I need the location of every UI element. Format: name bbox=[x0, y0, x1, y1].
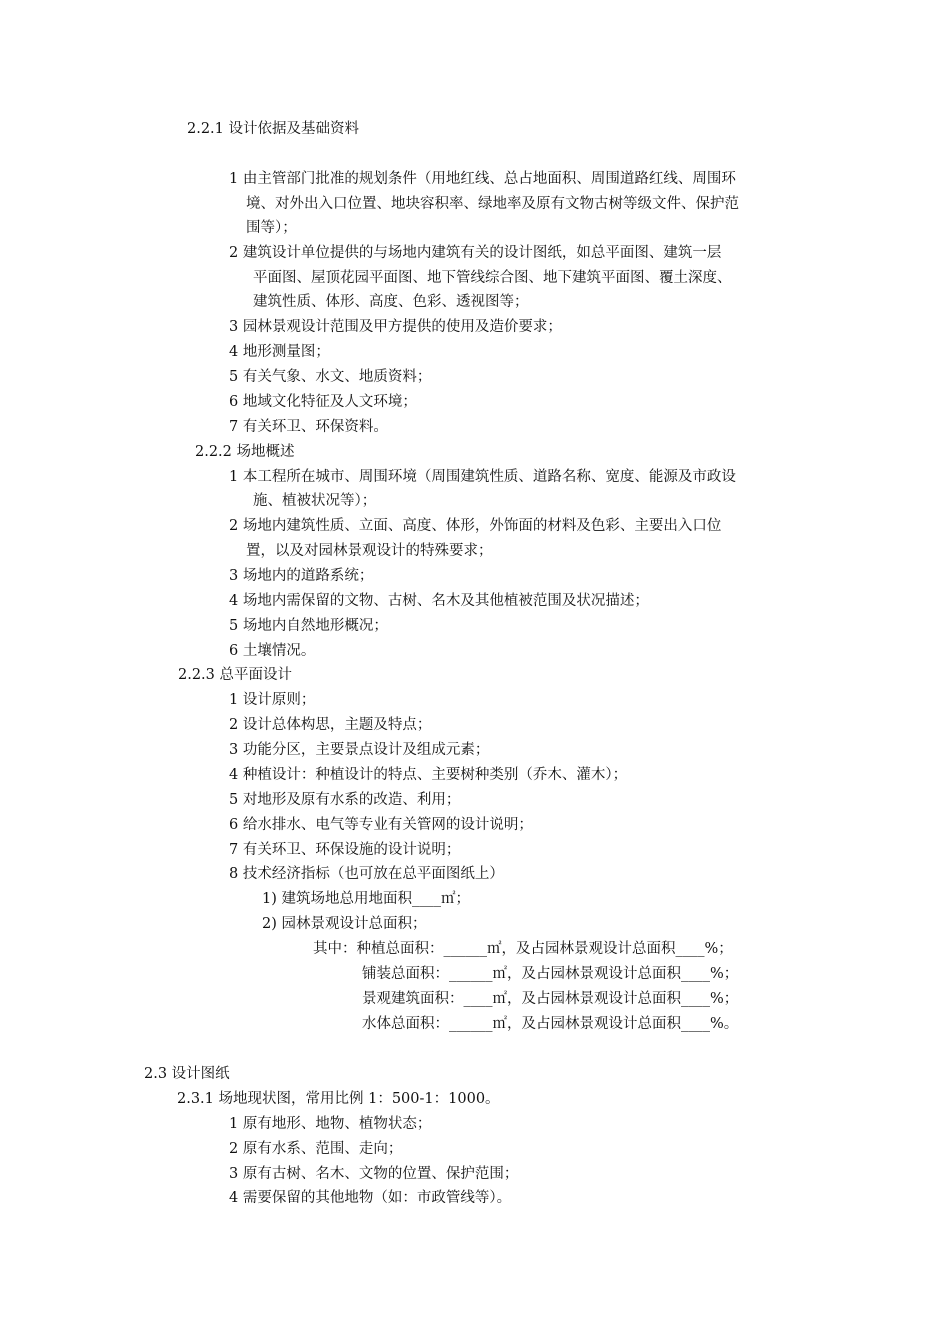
sub-item: 2) 园林景观设计总面积； bbox=[262, 916, 427, 932]
list-item: 7 有关环卫、环保资料。 bbox=[229, 419, 388, 435]
metric-line: 铺装总面积：______㎡，及占园林景观设计总面积____%； bbox=[362, 966, 739, 982]
list-item: 3 功能分区，主要景点设计及组成元素； bbox=[229, 742, 490, 758]
list-item: 2 原有水系、范围、走向； bbox=[229, 1141, 403, 1157]
list-item: 1 本工程所在城市、周围环境（周围建筑性质、道路名称、宽度、能源及市政设 bbox=[229, 469, 736, 485]
list-item: 5 场地内自然地形概况； bbox=[229, 618, 388, 634]
sub-item: 1) 建筑场地总用地面积____㎡； bbox=[262, 891, 470, 907]
metric-line: 水体总面积：______㎡，及占园林景观设计总面积____%。 bbox=[362, 1016, 739, 1032]
list-item: 1 由主管部门批准的规划条件（用地红线、总占地面积、周围道路红线、周围环 bbox=[229, 171, 736, 187]
list-item: 3 原有古树、名木、文物的位置、保护范围； bbox=[229, 1166, 519, 1182]
list-item: 1 原有地形、地物、植物状态； bbox=[229, 1116, 432, 1132]
metric-line: 景观建筑面积：____㎡，及占园林景观设计总面积____%； bbox=[362, 991, 739, 1007]
list-item: 6 地域文化特征及人文环境； bbox=[229, 394, 417, 410]
list-item: 4 场地内需保留的文物、古树、名木及其他植被范围及状况描述； bbox=[229, 593, 649, 609]
list-item: 5 有关气象、水文、地质资料； bbox=[229, 369, 432, 385]
list-item: 5 对地形及原有水系的改造、利用； bbox=[229, 792, 461, 808]
list-item-continuation: 平面图、屋顶花园平面图、地下管线综合图、地下建筑平面图、覆土深度、 bbox=[253, 270, 732, 286]
list-item: 4 种植设计：种植设计的特点、主要树种类别（乔木、灌木）； bbox=[229, 767, 628, 783]
list-item-continuation: 境、对外出入口位置、地块容积率、绿地率及原有文物古树等级文件、保护范 bbox=[246, 196, 739, 212]
list-item: 2 场地内建筑性质、立面、高度、体形，外饰面的材料及色彩、主要出入口位 bbox=[229, 518, 722, 534]
section-2-2-1-heading: 2.2.1 设计依据及基础资料 bbox=[187, 121, 360, 137]
list-item: 2 建筑设计单位提供的与场地内建筑有关的设计图纸，如总平面图、建筑一层 bbox=[229, 245, 722, 261]
list-item: 3 场地内的道路系统； bbox=[229, 568, 374, 584]
list-item: 3 园林景观设计范围及甲方提供的使用及造价要求； bbox=[229, 319, 562, 335]
list-item: 8 技术经济指标（也可放在总平面图纸上） bbox=[229, 866, 504, 882]
section-2-3-heading: 2.3 设计图纸 bbox=[144, 1066, 230, 1082]
list-item-continuation: 置，以及对园林景观设计的特殊要求； bbox=[246, 543, 493, 559]
list-item: 6 给水排水、电气等专业有关管网的设计说明； bbox=[229, 817, 533, 833]
list-item: 6 土壤情况。 bbox=[229, 643, 316, 659]
list-item-continuation: 施、植被状况等）； bbox=[253, 493, 377, 509]
list-item: 4 需要保留的其他地物（如：市政管线等）。 bbox=[229, 1190, 512, 1206]
section-2-3-1-heading: 2.3.1 场地现状图，常用比例 1：500-1：1000。 bbox=[177, 1091, 500, 1107]
list-item: 1 设计原则； bbox=[229, 692, 316, 708]
section-2-2-2-heading: 2.2.2 场地概述 bbox=[195, 444, 295, 460]
list-item: 4 地形测量图； bbox=[229, 344, 330, 360]
list-item-continuation: 建筑性质、体形、高度、色彩、透视图等； bbox=[253, 294, 529, 310]
list-item: 2 设计总体构思，主题及特点； bbox=[229, 717, 432, 733]
metric-line: 其中：种植总面积：______㎡，及占园林景观设计总面积____%； bbox=[313, 941, 733, 957]
section-2-2-3-heading: 2.2.3 总平面设计 bbox=[178, 667, 293, 683]
list-item: 7 有关环卫、环保设施的设计说明； bbox=[229, 842, 461, 858]
list-item-continuation: 围等）； bbox=[246, 220, 297, 236]
